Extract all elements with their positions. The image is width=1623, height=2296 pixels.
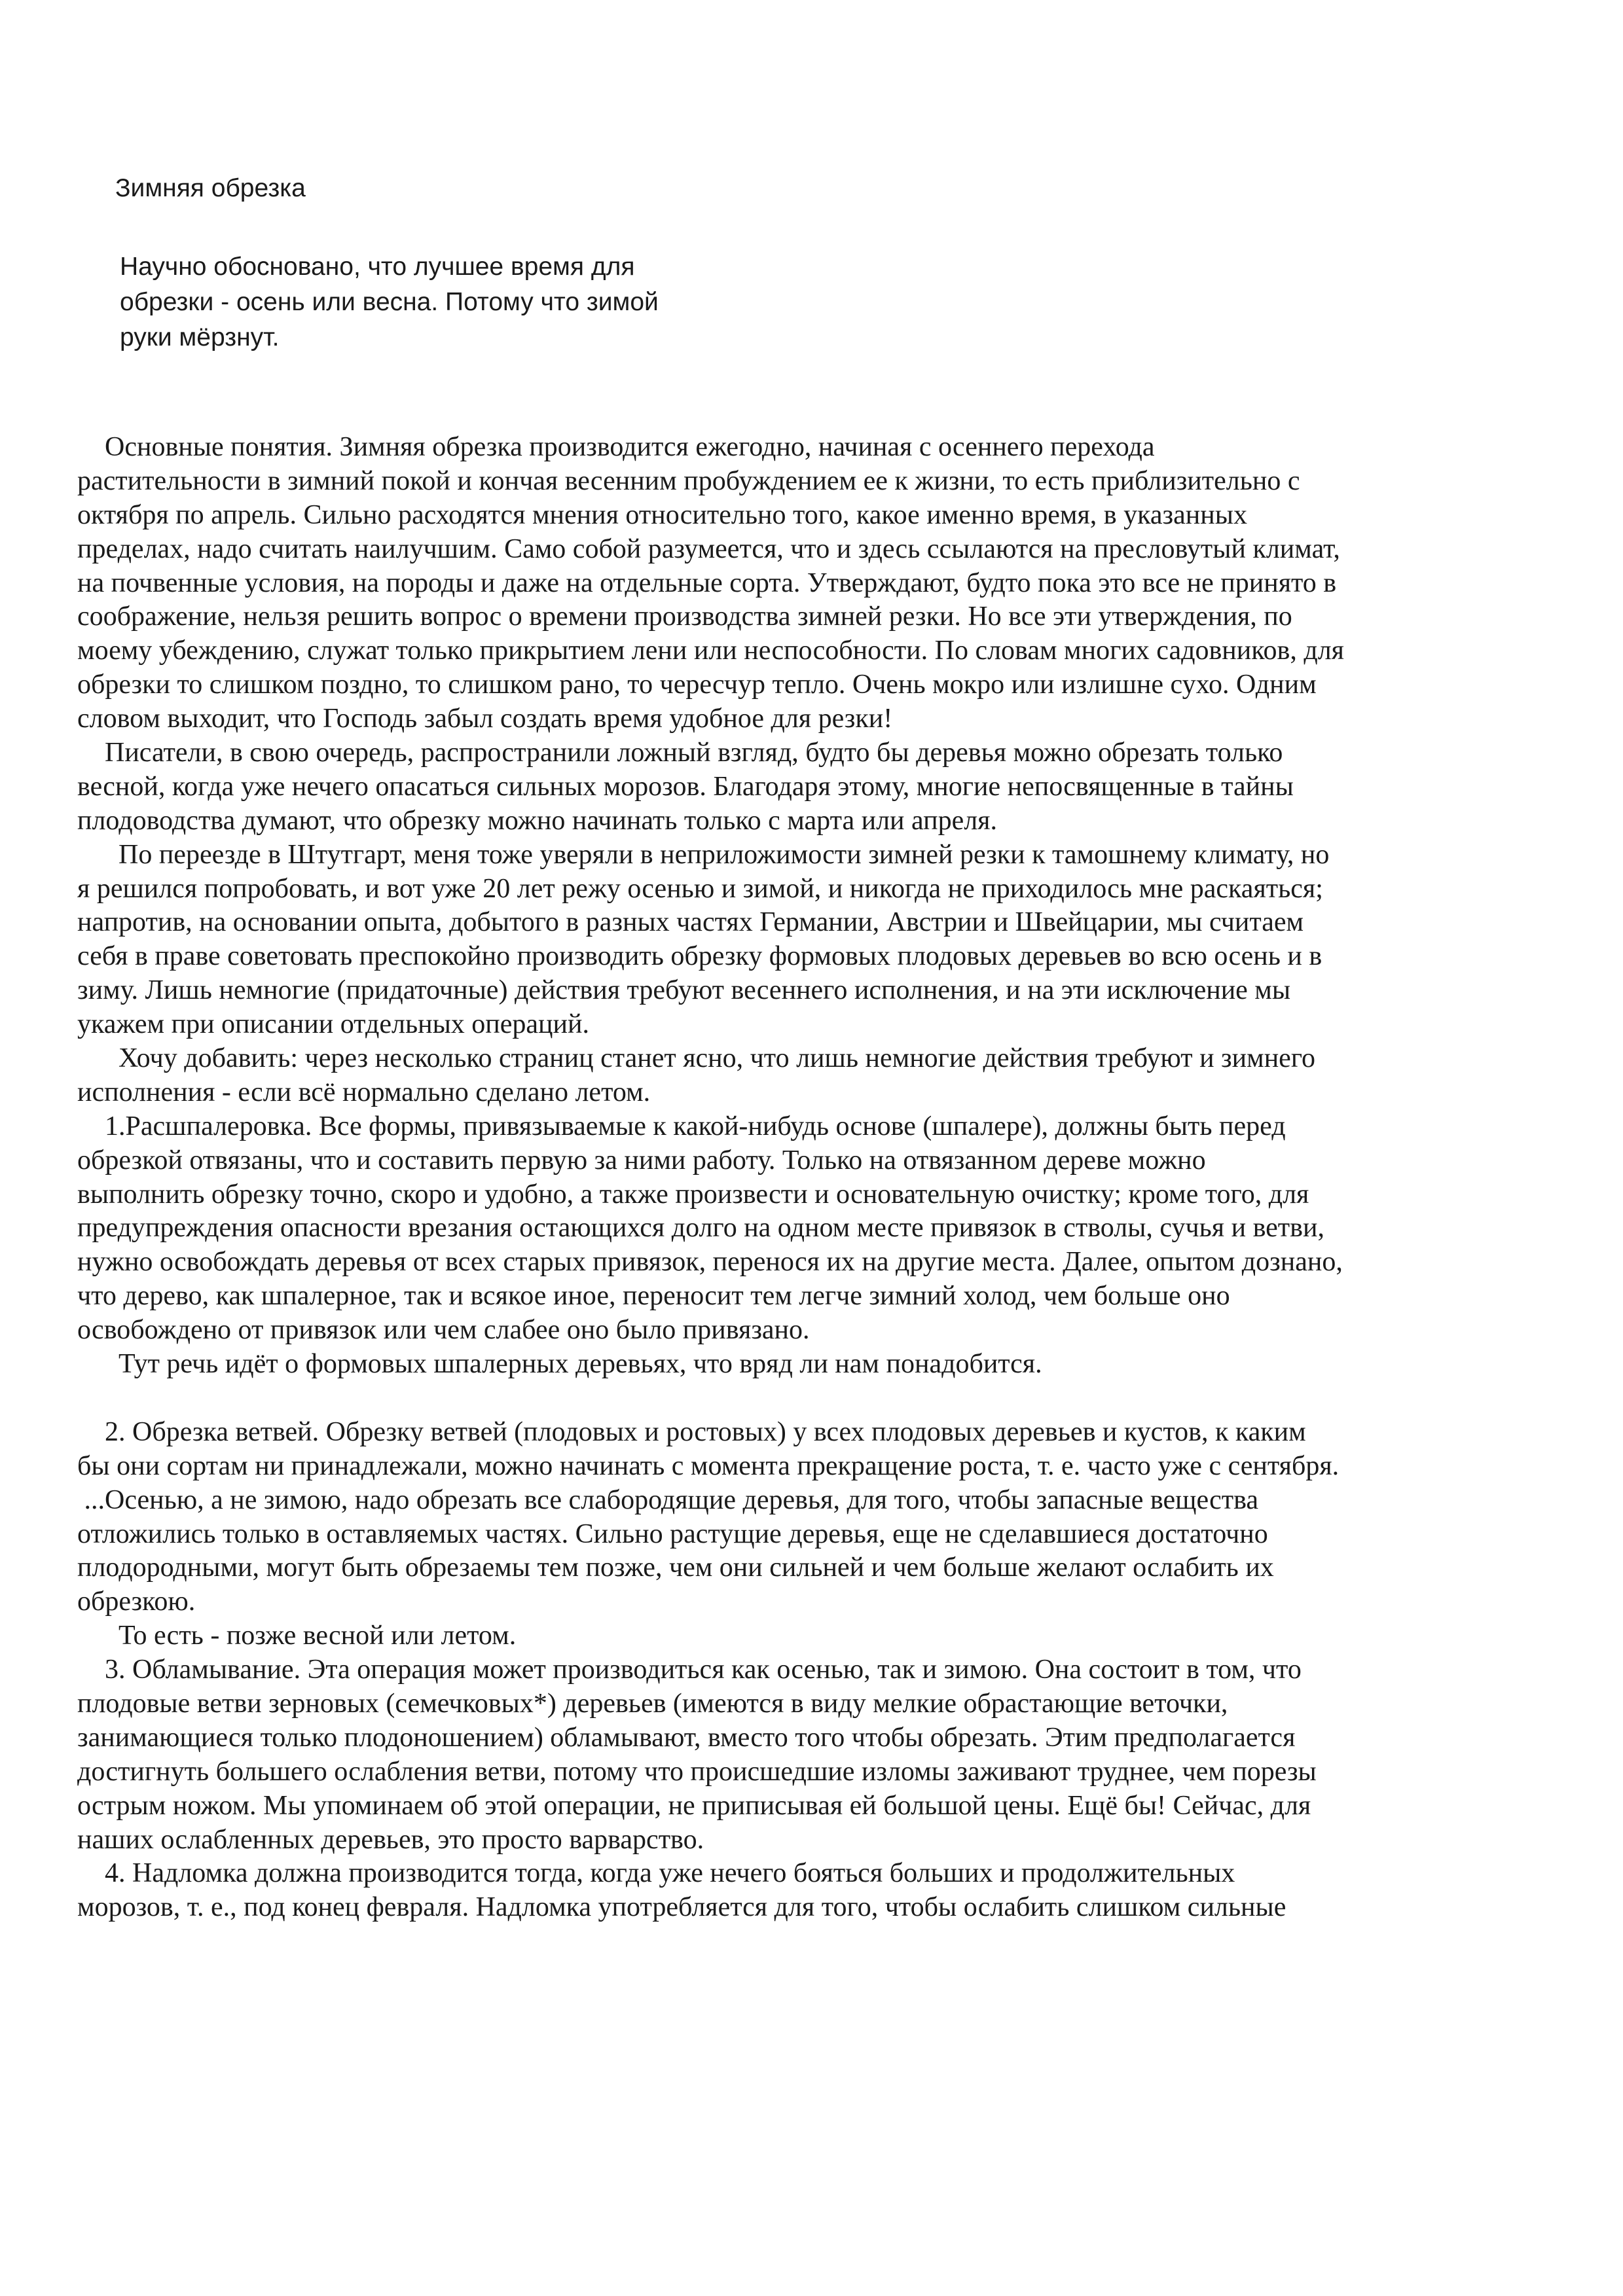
epigraph [120, 249, 775, 355]
body-text [77, 431, 1557, 1925]
body-line: словом выходит, что Господь забыл создать время удобное для резки! [77, 704, 893, 734]
body-line: я решился попробовать, и вот уже 20 лет режу осенью и зимой, и никогда не приходилось мне раскаяться; [77, 873, 1323, 904]
body-line: 2. Обрезка ветвей. Обрезку ветвей (плодовых и ростовых) у всех плодовых деревьев и кустов, к каким [77, 1416, 1306, 1447]
body-line: бы они сортам ни принадлежали, можно начинать с момента прекращение роста, т. е. часто уже с сентября. [77, 1450, 1340, 1481]
body-line: наших ослабленных деревьев, это просто варварство. [77, 1824, 704, 1855]
body-line: По переезде в Штутгарт, меня тоже уверяли в неприложимости зимней резки к тамошнему климату, но [77, 839, 1330, 870]
body-line: весной, когда уже нечего опасаться сильных морозов. Благодаря этому, многие непосвященные в тайны [77, 771, 1294, 802]
body-line: Основные понятия. Зимняя обрезка производится ежегодно, начиная с осеннего перехода [77, 432, 1155, 462]
body-line: ...Осенью, а не зимою, надо обрезать все слабородящие деревья, для того, чтобы запасные вещества [77, 1484, 1259, 1515]
document-title: Зимняя обрезка [115, 174, 306, 202]
body-line: плодовые ветви зерновых (семечковых*) деревьев (имеются в виду мелкие обрастающие веточки, [77, 1688, 1228, 1719]
body-line: То есть - позже весной или летом. [77, 1621, 517, 1651]
body-line: Хочу добавить: через несколько страниц станет ясно, что лишь немногие действия требуют и зимнего [77, 1043, 1316, 1074]
body-line: достигнуть большего ослабления ветви, потому что происшедшие изломы заживают труднее, чем порезы [77, 1756, 1317, 1787]
body-line: исполнения - если всё нормально сделано летом. [77, 1077, 651, 1107]
body-line: Тут речь идёт о формовых шпалерных деревьях, что вряд ли нам понадобится. [77, 1349, 1042, 1380]
body-line: обрезкой отвязаны, что и составить первую за ними работу. Только на отвязанном дереве можно [77, 1145, 1206, 1175]
body-line: отложились только в оставляемых частях. Сильно растущие деревья, еще не сделавшиеся достаточно [77, 1518, 1268, 1549]
body-line: на почвенные условия, на породы и даже на отдельные сорта. Утверждают, будто пока это все не принято в [77, 567, 1337, 598]
body-line: выполнить обрезку точно, скоро и удобно, а также произвести и основательную очистку; кроме того, для [77, 1179, 1309, 1210]
body-line: что дерево, как шпалерное, так и всякое иное, переносит тем легче зимний холод, чем больше оно [77, 1281, 1230, 1312]
body-line: Писатели, в свою очередь, распространили ложный взгляд, будто бы деревья можно обрезать только [77, 738, 1283, 768]
body-line: обрезки то слишком поздно, то слишком рано, то чересчур тепло. Очень мокро или излишне сухо. Одним [77, 670, 1317, 700]
epigraph-line: Научно обосновано, что лучшее время для [120, 253, 635, 281]
body-line: занимающиеся только плодоношением) обламывают, вместо того чтобы обрезать. Этим предполагается [77, 1722, 1296, 1753]
body-line: октября по апрель. Сильно расходятся мнения относительно того, какое именно время, в указанных [77, 499, 1247, 530]
body-line: острым ножом. Мы упоминаем об этой операции, не приписывая ей большой цены. Ещё бы! Сейчас, для [77, 1790, 1311, 1821]
body-line: нужно освобождать деревья от всех старых привязок, перенося их на другие места. Далее, опытом дознано, [77, 1247, 1343, 1278]
body-line: растительности в зимний покой и кончая весенним пробуждением ее к жизни, то есть приблизительно с [77, 465, 1300, 496]
body-line: 1.Расшпалеровка. Все формы, привязываемые к какой-нибудь основе (шпалере), должны быть перед [77, 1111, 1286, 1141]
body-line: пределах, надо считать наилучшим. Само собой разумеется, что и здесь ссылаются на пресловутый климат, [77, 533, 1340, 564]
body-line: 4. Надломка должна производится тогда, когда уже нечего бояться больших и продолжительных [77, 1858, 1235, 1889]
body-line: обрезкою. [77, 1587, 196, 1617]
body-line: зиму. Лишь немногие (придаточные) действия требуют весеннего исполнения, и на эти исключение мы [77, 975, 1291, 1006]
body-line: моему убеждению, служат только прикрытием лени или неспособности. По словам многих садовников, для [77, 636, 1344, 666]
body-line: предупреждения опасности врезания остающихся долго на одном месте привязок в стволы, сучья и ветви, [77, 1213, 1324, 1244]
body-line: 3. Обламывание. Эта операция может производиться как осенью, так и зимою. Она состоит в том, что [77, 1655, 1302, 1685]
body-line: освобождено от привязок или чем слабее оно было привязано. [77, 1315, 810, 1346]
body-line: плодородными, могут быть обрезаемы тем позже, чем они сильней и чем больше желают ослабить их [77, 1552, 1274, 1583]
body-line: морозов, т. е., под конец февраля. Надломка употребляется для того, чтобы ослабить слишком сильные [77, 1892, 1286, 1923]
body-line: себя в праве советовать преспокойно производить обрезку формовых плодовых деревьев во всю осень и в [77, 941, 1322, 972]
body-line: напротив, на основании опыта, добытого в разных частях Германии, Австрии и Швейцарии, мы считаем [77, 907, 1304, 938]
epigraph-line: обрезки - осень или весна. Потому что зимой [120, 288, 659, 316]
body-line: плодоводства думают, что обрезку можно начинать только с марта или апреля. [77, 805, 997, 836]
epigraph-line: руки мёрзнут. [120, 323, 280, 351]
body-line: укажем при описании отдельных операций. [77, 1009, 589, 1040]
blank-line [77, 1382, 1557, 1416]
body-line: соображение, нельзя решить вопрос о времени производства зимней резки. Но все эти утверждения, по [77, 601, 1292, 632]
